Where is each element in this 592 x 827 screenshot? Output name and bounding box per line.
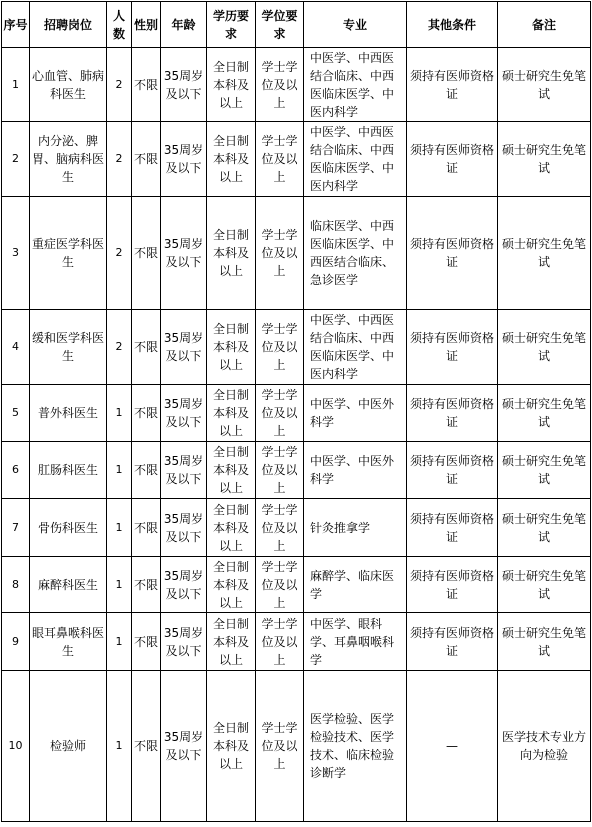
cell-major: 医学检验、医学检验技术、医学技术、临床检验诊断学 xyxy=(304,671,407,822)
recruitment-table xyxy=(1,1,591,822)
cell-edu: 全日制本科及以上 xyxy=(207,48,256,122)
cell-note: 硕士研究生免笔试 xyxy=(498,613,591,671)
table-row xyxy=(2,499,591,557)
cell-degree: 学士学位及以上 xyxy=(256,310,304,385)
header-cell: 专业 xyxy=(304,2,407,48)
table-row xyxy=(2,310,591,385)
cell-post: 缓和医学科医生 xyxy=(30,310,107,385)
cell-gender: 不限 xyxy=(132,310,161,385)
header-cell: 其他条件 xyxy=(407,2,498,48)
cell-age: 35周岁及以下 xyxy=(161,613,207,671)
cell-age: 35周岁及以下 xyxy=(161,197,207,310)
cell-degree: 学士学位及以上 xyxy=(256,122,304,197)
cell-note: 硕士研究生免笔试 xyxy=(498,499,591,557)
cell-major: 临床医学、中西医临床医学、中西医结合临床、急诊医学 xyxy=(304,197,407,310)
header-cell: 学历要求 xyxy=(207,2,256,48)
cell-edu: 全日制本科及以上 xyxy=(207,122,256,197)
cell-gender: 不限 xyxy=(132,613,161,671)
header-cell: 招聘岗位 xyxy=(30,2,107,48)
cell-no: 8 xyxy=(2,557,30,613)
cell-major: 针灸推拿学 xyxy=(304,499,407,557)
cell-count: 2 xyxy=(107,310,132,385)
cell-edu: 全日制本科及以上 xyxy=(207,671,256,822)
cell-note: 硕士研究生免笔试 xyxy=(498,385,591,442)
table-row xyxy=(2,442,591,499)
cell-cond: 须持有医师资格证 xyxy=(407,310,498,385)
cell-cond: 须持有医师资格证 xyxy=(407,557,498,613)
cell-count: 1 xyxy=(107,557,132,613)
cell-post: 重症医学科医生 xyxy=(30,197,107,310)
table-row xyxy=(2,671,591,822)
cell-count: 2 xyxy=(107,197,132,310)
cell-gender: 不限 xyxy=(132,557,161,613)
cell-count: 2 xyxy=(107,122,132,197)
cell-degree: 学士学位及以上 xyxy=(256,48,304,122)
cell-count: 1 xyxy=(107,442,132,499)
cell-degree: 学士学位及以上 xyxy=(256,671,304,822)
header-cell: 人数 xyxy=(107,2,132,48)
cell-note: 硕士研究生免笔试 xyxy=(498,310,591,385)
cell-post: 眼耳鼻喉科医生 xyxy=(30,613,107,671)
header-row xyxy=(2,2,591,48)
cell-post: 普外科医生 xyxy=(30,385,107,442)
header-cell: 年龄 xyxy=(161,2,207,48)
cell-no: 6 xyxy=(2,442,30,499)
cell-note: 医学技术专业方向为检验 xyxy=(498,671,591,822)
cell-edu: 全日制本科及以上 xyxy=(207,385,256,442)
cell-degree: 学士学位及以上 xyxy=(256,442,304,499)
cell-edu: 全日制本科及以上 xyxy=(207,197,256,310)
cell-cond: 须持有医师资格证 xyxy=(407,122,498,197)
cell-cond: 须持有医师资格证 xyxy=(407,499,498,557)
cell-age: 35周岁及以下 xyxy=(161,442,207,499)
cell-no: 9 xyxy=(2,613,30,671)
cell-degree: 学士学位及以上 xyxy=(256,197,304,310)
cell-major: 中医学、中医外科学 xyxy=(304,442,407,499)
table-row xyxy=(2,48,591,122)
cell-cond: 须持有医师资格证 xyxy=(407,442,498,499)
cell-degree: 学士学位及以上 xyxy=(256,385,304,442)
header-cell: 序号 xyxy=(2,2,30,48)
cell-count: 1 xyxy=(107,385,132,442)
cell-age: 35周岁及以下 xyxy=(161,671,207,822)
table-row xyxy=(2,197,591,310)
cell-no: 4 xyxy=(2,310,30,385)
table-row xyxy=(2,557,591,613)
cell-note: 硕士研究生免笔试 xyxy=(498,48,591,122)
cell-gender: 不限 xyxy=(132,385,161,442)
cell-edu: 全日制本科及以上 xyxy=(207,613,256,671)
cell-cond: 须持有医师资格证 xyxy=(407,613,498,671)
cell-edu: 全日制本科及以上 xyxy=(207,310,256,385)
table-row xyxy=(2,613,591,671)
cell-post: 肛肠科医生 xyxy=(30,442,107,499)
cell-no: 3 xyxy=(2,197,30,310)
cell-cond: — xyxy=(407,671,498,822)
cell-gender: 不限 xyxy=(132,197,161,310)
cell-note: 硕士研究生免笔试 xyxy=(498,197,591,310)
cell-edu: 全日制本科及以上 xyxy=(207,442,256,499)
cell-age: 35周岁及以下 xyxy=(161,310,207,385)
cell-edu: 全日制本科及以上 xyxy=(207,499,256,557)
cell-degree: 学士学位及以上 xyxy=(256,613,304,671)
cell-post: 麻醉科医生 xyxy=(30,557,107,613)
cell-note: 硕士研究生免笔试 xyxy=(498,442,591,499)
cell-cond: 须持有医师资格证 xyxy=(407,48,498,122)
cell-note: 硕士研究生免笔试 xyxy=(498,557,591,613)
cell-degree: 学士学位及以上 xyxy=(256,557,304,613)
cell-count: 1 xyxy=(107,671,132,822)
cell-major: 中医学、中西医结合临床、中西医临床医学、中医内科学 xyxy=(304,122,407,197)
cell-age: 35周岁及以下 xyxy=(161,122,207,197)
cell-major: 中医学、中西医结合临床、中西医临床医学、中医内科学 xyxy=(304,310,407,385)
cell-gender: 不限 xyxy=(132,48,161,122)
cell-edu: 全日制本科及以上 xyxy=(207,557,256,613)
cell-major: 中医学、眼科学、耳鼻咽喉科学 xyxy=(304,613,407,671)
cell-major: 麻醉学、临床医学 xyxy=(304,557,407,613)
cell-gender: 不限 xyxy=(132,122,161,197)
cell-post: 心血管、肺病科医生 xyxy=(30,48,107,122)
cell-gender: 不限 xyxy=(132,499,161,557)
table-row xyxy=(2,385,591,442)
cell-age: 35周岁及以下 xyxy=(161,557,207,613)
cell-post: 内分泌、脾胃、脑病科医生 xyxy=(30,122,107,197)
cell-gender: 不限 xyxy=(132,442,161,499)
cell-age: 35周岁及以下 xyxy=(161,385,207,442)
cell-cond: 须持有医师资格证 xyxy=(407,197,498,310)
cell-major: 中医学、中医外科学 xyxy=(304,385,407,442)
cell-no: 1 xyxy=(2,48,30,122)
cell-gender: 不限 xyxy=(132,671,161,822)
cell-note: 硕士研究生免笔试 xyxy=(498,122,591,197)
cell-age: 35周岁及以下 xyxy=(161,499,207,557)
header-cell: 性别 xyxy=(132,2,161,48)
cell-count: 1 xyxy=(107,613,132,671)
table-row xyxy=(2,122,591,197)
cell-age: 35周岁及以下 xyxy=(161,48,207,122)
cell-degree: 学士学位及以上 xyxy=(256,499,304,557)
cell-no: 7 xyxy=(2,499,30,557)
cell-major: 中医学、中西医结合临床、中西医临床医学、中医内科学 xyxy=(304,48,407,122)
cell-post: 骨伤科医生 xyxy=(30,499,107,557)
cell-count: 1 xyxy=(107,499,132,557)
cell-count: 2 xyxy=(107,48,132,122)
cell-no: 5 xyxy=(2,385,30,442)
cell-no: 10 xyxy=(2,671,30,822)
header-cell: 学位要求 xyxy=(256,2,304,48)
cell-no: 2 xyxy=(2,122,30,197)
cell-cond: 须持有医师资格证 xyxy=(407,385,498,442)
header-cell: 备注 xyxy=(498,2,591,48)
cell-post: 检验师 xyxy=(30,671,107,822)
